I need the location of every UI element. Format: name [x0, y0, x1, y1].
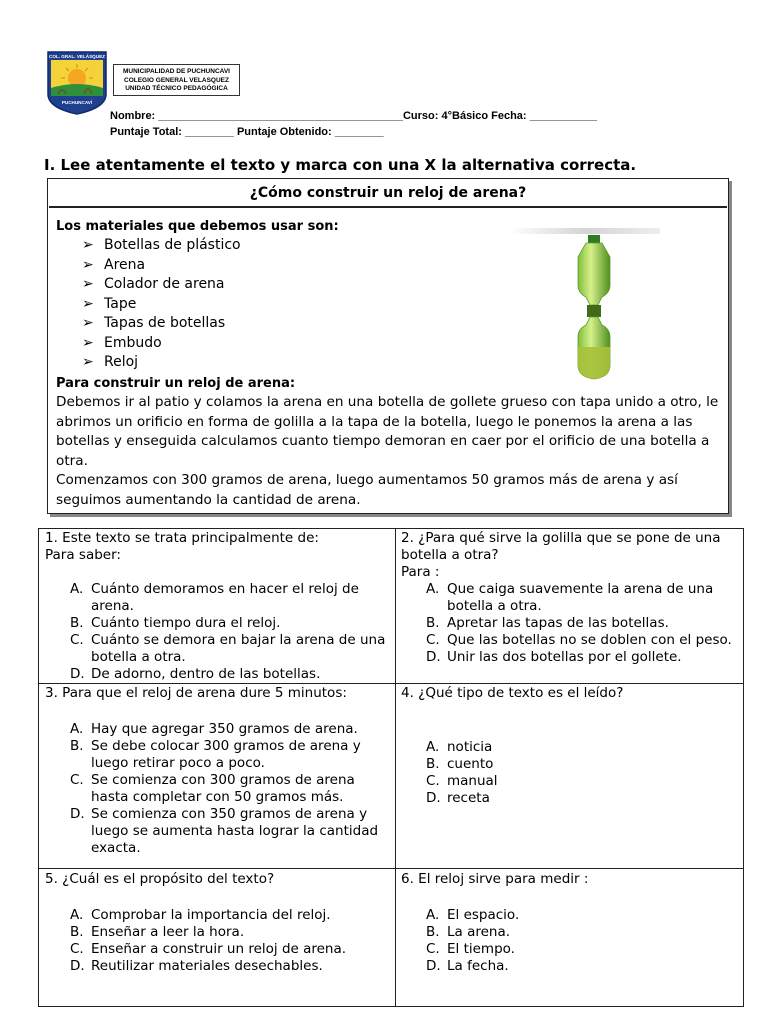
table-divider [39, 868, 743, 869]
option-text: Cuánto se demora en bajar la arena de una botella a otra. [91, 632, 386, 665]
material-item [82, 256, 241, 276]
option-letter: C. [426, 632, 440, 648]
material-label: Embudo [104, 334, 162, 351]
arrow-bullet-icon: ➢ [82, 276, 94, 292]
option-letter: B. [70, 924, 84, 940]
name-course-date-line: Nombre: ________________________________________Curso: 4°Básico Fecha: ___________ [110, 110, 597, 122]
answer-option[interactable] [401, 615, 737, 632]
option-letter: A. [426, 739, 440, 755]
option-text: Hay que agregar 350 gramos de arena. [91, 721, 358, 737]
option-text: Reutilizar materiales desechables. [91, 958, 323, 974]
answer-option[interactable] [401, 756, 737, 773]
answer-option[interactable] [45, 941, 389, 958]
option-letter: A. [426, 907, 440, 923]
answer-option[interactable] [45, 666, 389, 683]
answer-option[interactable] [45, 806, 389, 857]
option-text: Apretar las tapas de las botellas. [447, 615, 669, 631]
question-5 [45, 871, 389, 975]
option-text: Se comienza con 300 gramos de arena hasta completar con 50 gramos más. [91, 772, 355, 805]
option-letter: A. [426, 581, 440, 597]
school-info-box [113, 64, 240, 96]
reading-box [47, 178, 729, 514]
option-letter: B. [426, 756, 440, 772]
answer-option[interactable] [45, 615, 389, 632]
option-text: La fecha. [447, 958, 509, 974]
arrow-bullet-icon: ➢ [82, 334, 94, 351]
material-item [82, 314, 241, 334]
arrow-bullet-icon: ➢ [82, 315, 94, 331]
answer-option[interactable] [45, 924, 389, 941]
option-letter: A. [70, 581, 84, 597]
answer-option[interactable] [401, 739, 737, 756]
reading-title: ¿Cómo construir un reloj de arena? [249, 185, 527, 201]
option-letter: B. [426, 615, 440, 631]
option-text: Que caiga suavemente la arena de una botella a otra. [447, 581, 714, 614]
option-letter: C. [70, 941, 84, 957]
option-letter: C. [70, 772, 84, 788]
option-text: Se comienza con 350 gramos de arena y luego se aumenta hasta lograr la cantidad exacta. [91, 806, 379, 856]
question-stem: 1. Este texto se trata principalmente de: [45, 530, 319, 546]
sand-clock-bottles-image [568, 235, 620, 385]
materials-list [82, 236, 241, 373]
logo-bottom-text: PUCHUNCAVÍ [61, 100, 93, 105]
option-letter: B. [70, 738, 84, 754]
option-text: manual [447, 773, 498, 789]
reading-paragraph: Debemos ir al patio y colamos la arena en una botella de gollete grueso con tapa unido a otro, le abrimos un orificio en forma de golilla a la tapa de la botella, luego le ponemos la arena a las botellas y enseguida calculamos cuanto tiempo demoran en caer por el orificio de una botella a otra. [56, 394, 719, 469]
material-label: Arena [104, 256, 146, 273]
option-text: Enseñar a leer la hora. [91, 924, 245, 940]
material-item [82, 275, 241, 295]
option-text: receta [447, 790, 490, 806]
option-text: Comprobar la importancia del reloj. [91, 907, 331, 923]
answer-option[interactable] [401, 941, 737, 958]
answer-option[interactable] [45, 772, 389, 806]
material-item [82, 334, 241, 354]
question-stem: 3. Para que el reloj de arena dure 5 minutos: [45, 685, 347, 701]
option-letter: B. [70, 615, 84, 631]
question-6 [401, 871, 737, 975]
option-text: Unir las dos botellas por el gollete. [447, 649, 682, 665]
option-text: cuento [447, 756, 494, 772]
steps-heading: Para construir un reloj de arena: [56, 376, 296, 391]
option-text: El espacio. [447, 907, 520, 923]
option-letter: A. [70, 907, 84, 923]
score-line: Puntaje Total: ________ Puntaje Obtenido: ________ [110, 126, 384, 138]
arrow-bullet-icon: ➢ [82, 295, 94, 312]
option-letter: D. [70, 666, 85, 682]
material-label: Botellas de plástico [104, 237, 241, 253]
option-letter: B. [426, 924, 440, 940]
question-stem: 4. ¿Qué tipo de texto es el leído? [401, 685, 624, 701]
answer-option[interactable] [45, 907, 389, 924]
option-letter: C. [426, 941, 440, 957]
option-text: La arena. [447, 924, 511, 940]
logo-top-text: COL. GRAL. VELÁSQUEZ [49, 54, 105, 59]
material-item [82, 236, 241, 256]
reading-paragraph: Comenzamos con 300 gramos de arena, luego aumentamos 50 gramos más de arena y así seguimos aumentando la cantidad de arena. [56, 472, 678, 508]
answer-option[interactable] [401, 924, 737, 941]
arrow-bullet-icon: ➢ [82, 237, 94, 253]
material-item [82, 295, 241, 315]
school-line: COLEGIO GENERAL VELASQUEZ [124, 76, 229, 84]
option-text: Se debe colocar 300 gramos de arena y luego retirar poco a poco. [91, 738, 361, 771]
option-letter: D. [70, 806, 85, 822]
option-letter: D. [426, 958, 441, 974]
answer-option[interactable] [401, 958, 737, 975]
question-subprompt: Para saber: [45, 547, 121, 563]
option-text: Enseñar a construir un reloj de arena. [91, 941, 347, 957]
arrow-bullet-icon: ➢ [82, 256, 94, 273]
materials-heading: Los materiales que debemos usar son: [56, 219, 339, 234]
material-label: Tape [104, 295, 137, 312]
material-item [82, 353, 241, 373]
question-1 [45, 530, 389, 683]
answer-option[interactable] [45, 958, 389, 975]
option-text: Que las botellas no se doblen con el peso. [447, 632, 732, 648]
questions-table [38, 528, 744, 1007]
table-divider [39, 683, 743, 684]
answer-option[interactable] [45, 581, 389, 615]
question-stem: 2. ¿Para qué sirve la golilla que se pone de una botella a otra? [401, 530, 721, 563]
answer-option[interactable] [401, 773, 737, 790]
option-text: noticia [447, 739, 493, 755]
answer-option[interactable] [401, 649, 737, 666]
question-stem: 6. El reloj sirve para medir : [401, 871, 589, 887]
answer-option[interactable] [401, 581, 737, 615]
arrow-bullet-icon: ➢ [82, 354, 94, 370]
option-letter: C. [70, 632, 84, 648]
section-title: I. Lee atentamente el texto y marca con una X la alternativa correcta. [44, 156, 637, 174]
option-letter: D. [426, 790, 441, 806]
answer-option[interactable] [401, 907, 737, 924]
material-label: Reloj [104, 354, 139, 370]
option-text: Cuánto tiempo dura el reloj. [91, 615, 281, 631]
option-letter: A. [70, 721, 84, 737]
option-letter: D. [426, 649, 441, 665]
question-2 [401, 530, 737, 666]
question-3 [45, 685, 389, 857]
question-stem: 5. ¿Cuál es el propósito del texto? [45, 871, 275, 887]
material-label: Colador de arena [104, 276, 225, 292]
option-text: El tiempo. [447, 941, 515, 957]
option-letter: D. [70, 958, 85, 974]
school-line: MUNICIPALIDAD DE PUCHUNCAVI [122, 68, 230, 75]
answer-option[interactable] [45, 738, 389, 772]
option-text: Cuánto demoramos en hacer el reloj de arena. [91, 581, 359, 614]
answer-option[interactable] [401, 790, 737, 807]
material-label: Tapas de botellas [104, 315, 226, 331]
question-subprompt: Para : [401, 564, 440, 580]
answer-option[interactable] [45, 632, 389, 666]
table-divider [395, 529, 396, 1006]
option-text: De adorno, dentro de las botellas. [91, 666, 321, 682]
answer-option[interactable] [401, 632, 737, 649]
question-4 [401, 685, 737, 807]
answer-option[interactable] [45, 721, 389, 738]
title-divider [49, 206, 727, 208]
school-line: UNIDAD TÉCNICO PEDAGÓGICA [125, 85, 228, 92]
school-logo [46, 50, 108, 116]
option-letter: C. [426, 773, 440, 789]
